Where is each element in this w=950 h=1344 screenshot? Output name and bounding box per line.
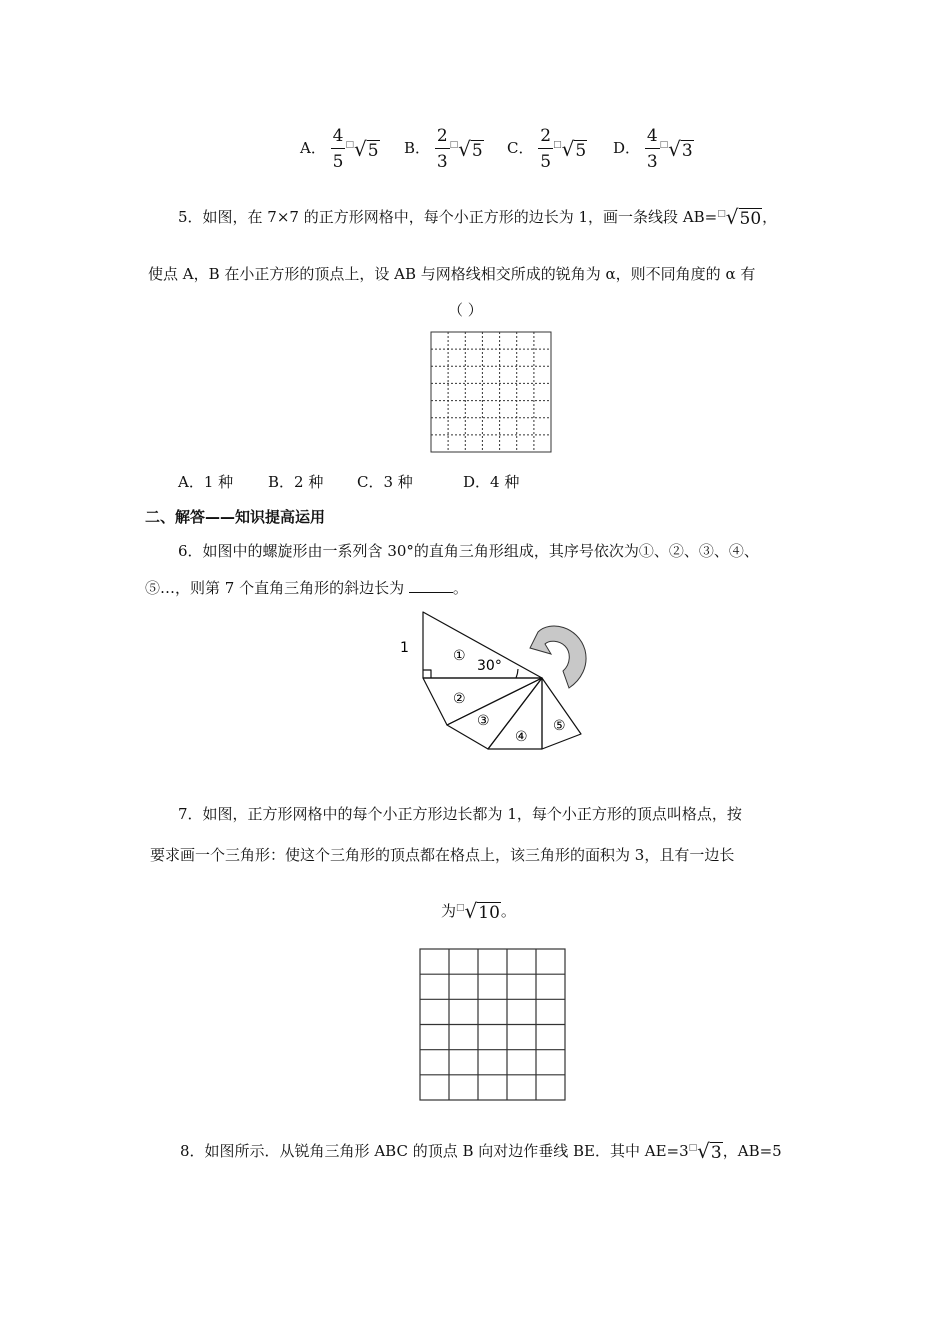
radical: √5 <box>458 137 483 161</box>
triangle-label-4: ④ <box>515 729 528 745</box>
spiral-triangles-figure <box>395 608 595 754</box>
triangle-3 <box>447 678 542 749</box>
q7-text: 为 <box>441 902 457 920</box>
fraction-numerator: 2 <box>538 126 553 149</box>
rotation-arrow-icon <box>530 626 586 688</box>
radical: √5 <box>561 137 587 161</box>
radicand: 5 <box>471 141 483 161</box>
fraction-denominator: 5 <box>332 152 344 172</box>
placeholder-box: □ <box>553 140 562 150</box>
q5-option-d: D．4 种 <box>463 473 520 491</box>
placeholder-box: □ <box>449 140 459 150</box>
q5-option-a: A．1 种 <box>178 473 234 491</box>
q4-option-letter: C． <box>507 139 534 157</box>
q8-line-1 <box>180 1137 782 1164</box>
q7-line-1: 7．如图，正方形网格中的每个小正方形边长都为 1，每个小正方形的顶点叫格点，按 <box>178 805 742 823</box>
fraction-numerator: 4 <box>331 126 346 149</box>
placeholder-box: □ <box>456 903 465 913</box>
placeholder-box: □ <box>659 140 669 150</box>
q6-line-1: 6．如图中的螺旋形由一系列含 30°的直角三角形组成，其序号依次为①、②、③、④、 <box>178 542 759 560</box>
fraction-numerator: 4 <box>645 126 660 149</box>
fraction-numerator: 2 <box>435 126 450 149</box>
q5-grid-figure <box>430 331 552 453</box>
angle-arc <box>516 669 518 678</box>
fraction <box>331 126 346 172</box>
q4-option-b <box>404 126 484 172</box>
q4-option-letter: A． <box>300 139 326 157</box>
radical: √3 <box>697 1139 722 1163</box>
q4-option-a <box>300 126 380 172</box>
placeholder-box: □ <box>717 209 726 219</box>
answer-blank <box>409 578 453 593</box>
triangle-label-3: ③ <box>477 713 490 729</box>
q4-option-c <box>507 126 587 172</box>
q5-option-b: B．2 种 <box>268 473 324 491</box>
radical: √50 <box>725 205 762 229</box>
radicand: 50 <box>739 209 762 229</box>
triangle-label-1: ① <box>453 648 466 664</box>
fraction <box>435 126 450 172</box>
q5-grid <box>431 332 551 452</box>
triangle-5 <box>542 678 581 749</box>
radical: √5 <box>353 137 379 161</box>
grid-border <box>431 332 551 452</box>
q8-text-end: ，AB=5 <box>722 1142 782 1160</box>
grid-dashed-lines <box>431 332 551 452</box>
q7-text-end: 。 <box>500 902 516 920</box>
q4-option-letter: D． <box>613 139 641 157</box>
q6-text: ⑤…，则第 7 个直角三角形的斜边长为 <box>145 579 409 597</box>
q6-text-end: 。 <box>452 579 468 597</box>
radicand: 3 <box>681 141 693 161</box>
q5-option-c: C．3 种 <box>357 473 413 491</box>
q5-line-1 <box>178 203 777 230</box>
fraction-denominator: 5 <box>540 152 552 172</box>
right-angle-mark <box>423 670 431 678</box>
placeholder-box: □ <box>688 1143 698 1153</box>
radical: √10 <box>464 899 500 923</box>
section-heading: 二、解答——知识提高运用 <box>145 508 326 526</box>
q7-grid <box>420 949 565 1100</box>
q7-line-3 <box>441 897 516 924</box>
fraction <box>538 126 553 172</box>
placeholder-box: □ <box>345 140 354 150</box>
radicand: 10 <box>478 903 500 923</box>
fraction-denominator: 3 <box>436 152 448 172</box>
angle-label: 30° <box>477 658 502 674</box>
radicand: 5 <box>367 141 379 161</box>
radicand: 5 <box>575 141 587 161</box>
q7-line-2: 要求画一个三角形：使这个三角形的顶点都在格点上，该三角形的面积为 3，且有一边长 <box>150 846 735 864</box>
q7-grid-figure <box>419 948 567 1102</box>
q6-line-2 <box>145 577 468 599</box>
q5-text-end: ， <box>762 208 778 226</box>
radicand: 3 <box>710 1143 722 1163</box>
fraction <box>645 126 660 172</box>
q5-line-2: 使点 A，B 在小正方形的顶点上，设 AB 与网格线相交所成的锐角为 α，则不同角度的 α 有 <box>148 265 756 283</box>
q8-text: 8．如图所示．从锐角三角形 ABC 的顶点 B 向对边作垂线 BE．其中 AE=3 <box>180 1142 689 1160</box>
triangle-label-5: ⑤ <box>553 718 566 734</box>
q4-option-letter: B． <box>404 139 431 157</box>
q4-option-d <box>613 126 694 172</box>
q5-text: 5．如图，在 7×7 的正方形网格中，每个小正方形的边长为 1，画一条线段 AB= <box>178 208 718 226</box>
radical: √3 <box>668 137 693 161</box>
triangle-label-2: ② <box>453 691 466 707</box>
side-length-label: 1 <box>400 640 409 656</box>
q5-answer-paren: （ ） <box>448 301 483 319</box>
fraction-denominator: 3 <box>646 152 658 172</box>
